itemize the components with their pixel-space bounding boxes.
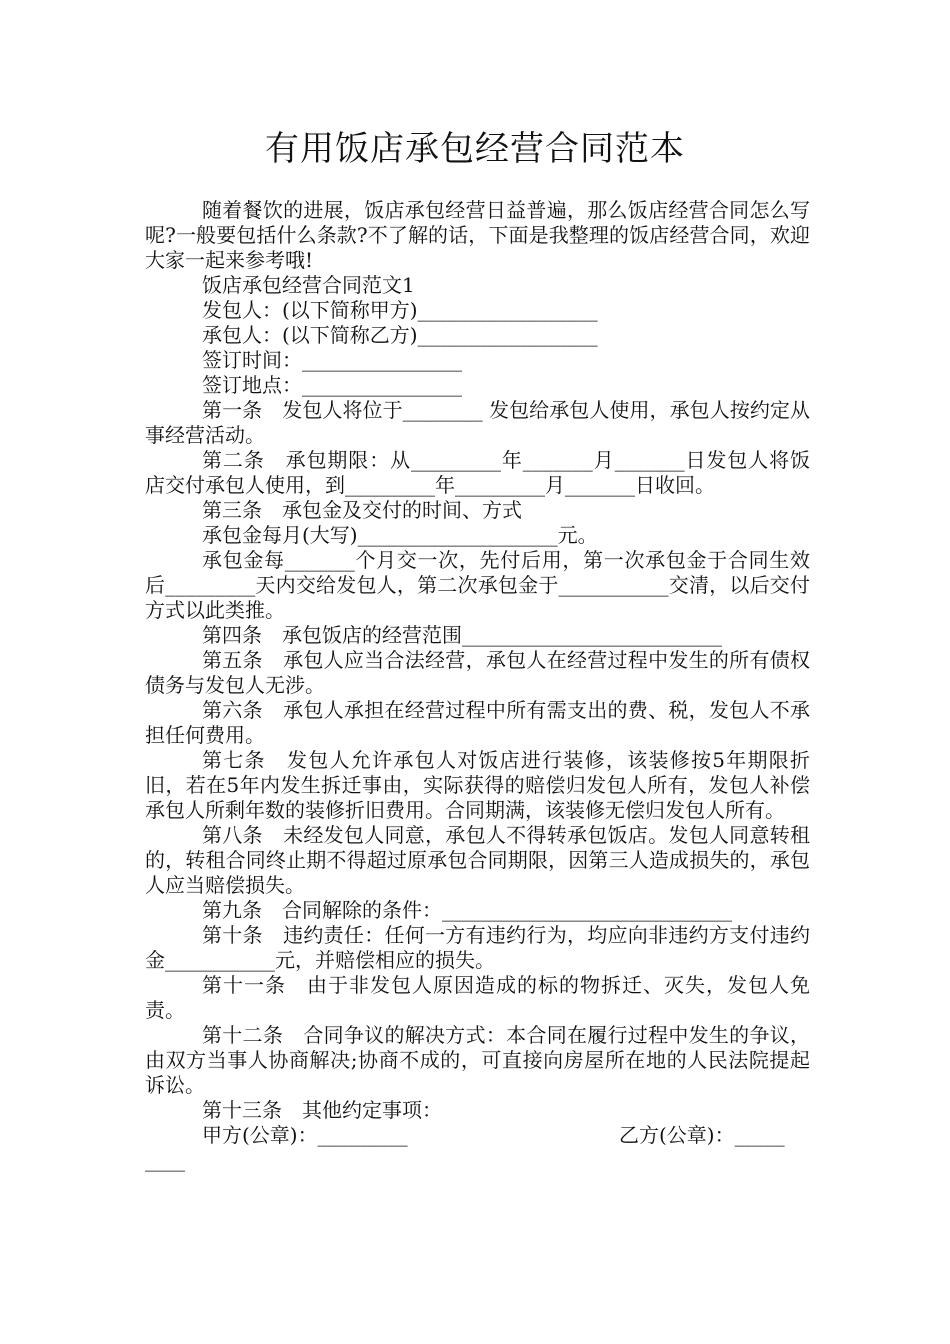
article-5: 第五条 承包人应当合法经营，承包人在经营过程中发生的所有债权债务与发包人无涉。 — [145, 648, 810, 697]
intro-paragraph: 随着餐饮的进展，饭店承包经营日益普遍，那么饭店经营合同怎么写呢?一般要包括什么条款?不了解的话，下面是我整理的饭店经营合同，欢迎大家一起来参考哦! — [145, 198, 810, 272]
contract-heading: 饭店承包经营合同范文1 — [202, 273, 415, 297]
signing-place-line: 签订地点：________________ — [202, 373, 462, 397]
article-1: 第一条 发包人将位于________ 发包给承包人使用，承包人按约定从事经营活动。 — [145, 398, 810, 447]
article-3-payment: 承包金每_______个月交一次，先付后用，第一次承包金于合同生效后_________天内交给发包人，第二次承包金于___________交清，以后交付方式以此类推。 — [145, 548, 810, 622]
article-3: 第三条 承包金及交付的时间、方式 — [202, 498, 522, 522]
document-body — [145, 198, 810, 1173]
party-b-seal: 乙方(公章)：_____ — [619, 1123, 785, 1147]
article-11: 第十一条 由于非发包人原因造成的标的物拆迁、灭失，发包人免责。 — [145, 973, 810, 1022]
article-12: 第十二条 合同争议的解决方式：本合同在履行过程中发生的争议，由双方当事人协商解决;协商不成的，可直接向房屋所在地的人民法院提起诉讼。 — [145, 1023, 810, 1097]
article-2: 第二条 承包期限：从_________年_______月_______日发包人将饭店交付承包人使用，到_________年_________月_______日收回。 — [145, 448, 810, 497]
article-10: 第十条 违约责任：任何一方有违约行为，均应向非违约方支付违约金___________元，并赔偿相应的损失。 — [145, 923, 810, 972]
article-9: 第九条 合同解除的条件：_____________________________ — [202, 898, 732, 922]
party-b-line: 承包人：(以下简称乙方)__________________ — [202, 323, 598, 347]
article-8: 第八条 未经发包人同意，承包人不得转承包饭店。发包人同意转租的，转租合同终止期不得超过原承包合同期限，因第三人造成损失的，承包人应当赔偿损失。 — [145, 823, 810, 897]
article-4: 第四条 承包饭店的经营范围__________________________ — [202, 623, 722, 647]
signature-tail: ____ — [145, 1148, 185, 1172]
signature-row — [145, 1123, 810, 1148]
article-3-monthly: 承包金每月(大写)____________________元。 — [202, 523, 598, 547]
article-13: 第十三条 其他约定事项： — [202, 1098, 442, 1122]
party-a-seal: 甲方(公章)：_________ — [202, 1123, 408, 1147]
party-a-line: 发包人：(以下简称甲方)__________________ — [202, 298, 598, 322]
article-6: 第六条 承包人承担在经营过程中所有需支出的费、税，发包人不承担任何费用。 — [145, 698, 810, 747]
article-7: 第七条 发包人允许承包人对饭店进行装修，该装修按5年期限折旧，若在5年内发生拆迁事由，实际获得的赔偿归发包人所有，发包人补偿承包人所剩年数的装修折旧费用。合同期满，该装修无偿归发包人所有。 — [145, 748, 810, 822]
document-title: 有用饭店承包经营合同范本 — [265, 129, 685, 169]
signing-time-line: 签订时间：________________ — [202, 348, 462, 372]
